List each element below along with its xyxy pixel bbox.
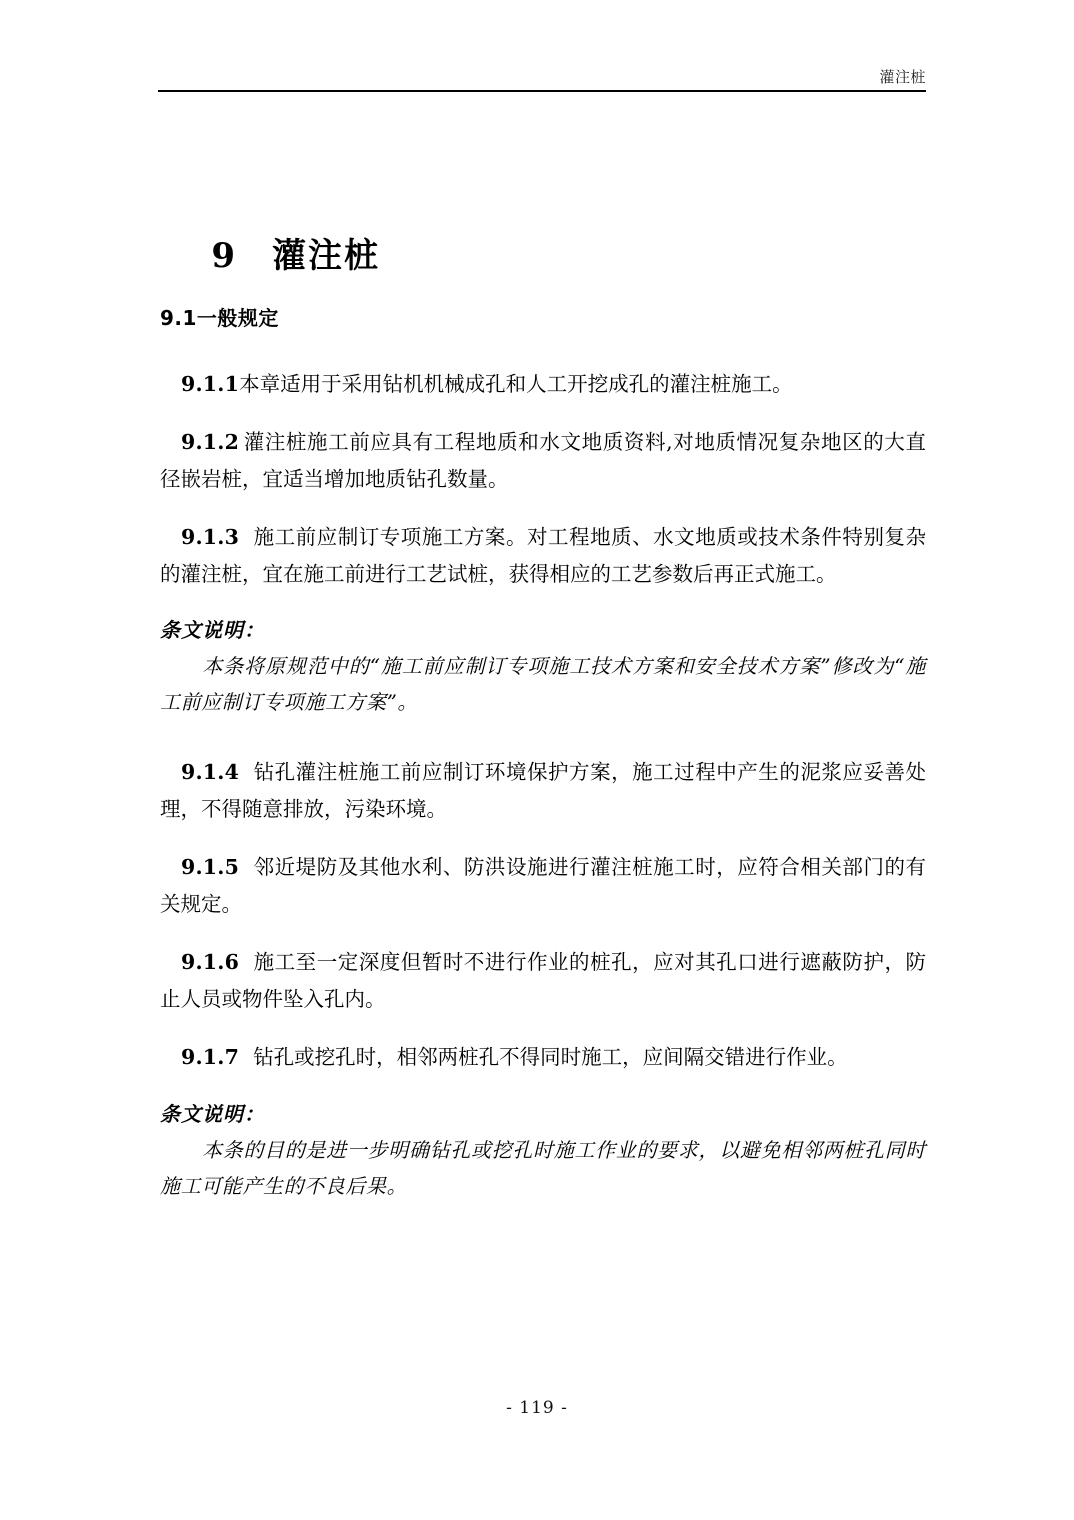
explanation-text: 本条的目的是进一步明确钻孔或挖孔时施工作业的要求，以避免相邻两桩孔同时施工可能产生的不良后果。 bbox=[160, 1137, 926, 1198]
explanation-title: 条文说明： bbox=[160, 1101, 265, 1126]
clause-number: 9.1.7 bbox=[181, 1045, 240, 1070]
clause-number: 9.1.1 bbox=[181, 372, 240, 396]
clause-9-1-2 bbox=[160, 424, 926, 497]
clause-number: 9.1.6 bbox=[181, 950, 240, 975]
clause-9-1-7 bbox=[160, 1039, 926, 1075]
explanation-block-1 bbox=[160, 614, 926, 720]
clause-text: 钻孔或挖孔时，相邻两桩孔不得同时施工，应间隔交错进行作业。 bbox=[253, 1045, 848, 1070]
chapter-title bbox=[160, 192, 380, 320]
section-heading: 9.1一般规定 bbox=[160, 306, 279, 330]
clause-9-1-6 bbox=[160, 944, 926, 1017]
explanation-text: 本条将原规范中的“施工前应制订专项施工技术方案和安全技术方案”修改为“施工前应制订专项施工方案”。 bbox=[160, 654, 926, 715]
page-footer: - 119 - bbox=[506, 1398, 568, 1418]
clause-9-1-4 bbox=[160, 754, 926, 827]
clause-number: 9.1.5 bbox=[181, 855, 240, 880]
clause-number: 9.1.4 bbox=[181, 760, 240, 785]
clause-text: 施工前应制订专项施工方案。对工程地质、水文地质或技术条件特别复杂的灌注桩，宜在施工前进行工艺试桩，获得相应的工艺参数后再正式施工。 bbox=[160, 525, 926, 586]
explanation-text-wrap bbox=[160, 1132, 926, 1204]
clause-text: 灌注桩施工前应具有工程地质和水文地质资料,对地质情况复杂地区的大直径嵌岩桩，宜适当增加地质钻孔数量。 bbox=[160, 430, 926, 491]
header-rule bbox=[158, 90, 926, 92]
page-header bbox=[158, 68, 926, 92]
clause-text: 本章适用于采用钻机机械成孔和人工开挖成孔的灌注桩施工。 bbox=[239, 372, 793, 396]
clause-9-1-1 bbox=[160, 366, 926, 402]
explanation-title: 条文说明： bbox=[160, 618, 265, 643]
explanation-block-2 bbox=[160, 1098, 926, 1204]
explanation-text-wrap bbox=[160, 648, 926, 720]
vertical-spacer bbox=[160, 740, 926, 754]
clause-number: 9.1.3 bbox=[181, 525, 240, 550]
clause-number: 9.1.2 bbox=[181, 430, 240, 455]
chapter-title-text: 灌注桩 bbox=[272, 235, 381, 276]
chapter-number: 9 bbox=[211, 235, 237, 276]
clause-text: 施工至一定深度但暂时不进行作业的桩孔，应对其孔口进行遮蔽防护，防止人员或物件坠入孔内。 bbox=[160, 950, 926, 1011]
clause-text: 钻孔灌注桩施工前应制订环境保护方案，施工过程中产生的泥浆应妥善处理，不得随意排放，污染环境。 bbox=[160, 760, 926, 821]
document-body bbox=[160, 366, 926, 1224]
clause-text: 邻近堤防及其他水利、防洪设施进行灌注桩施工时，应符合相关部门的有关规定。 bbox=[160, 855, 926, 916]
running-header-text: 灌注桩 bbox=[879, 68, 926, 86]
clause-9-1-5 bbox=[160, 849, 926, 922]
clause-9-1-3 bbox=[160, 519, 926, 592]
